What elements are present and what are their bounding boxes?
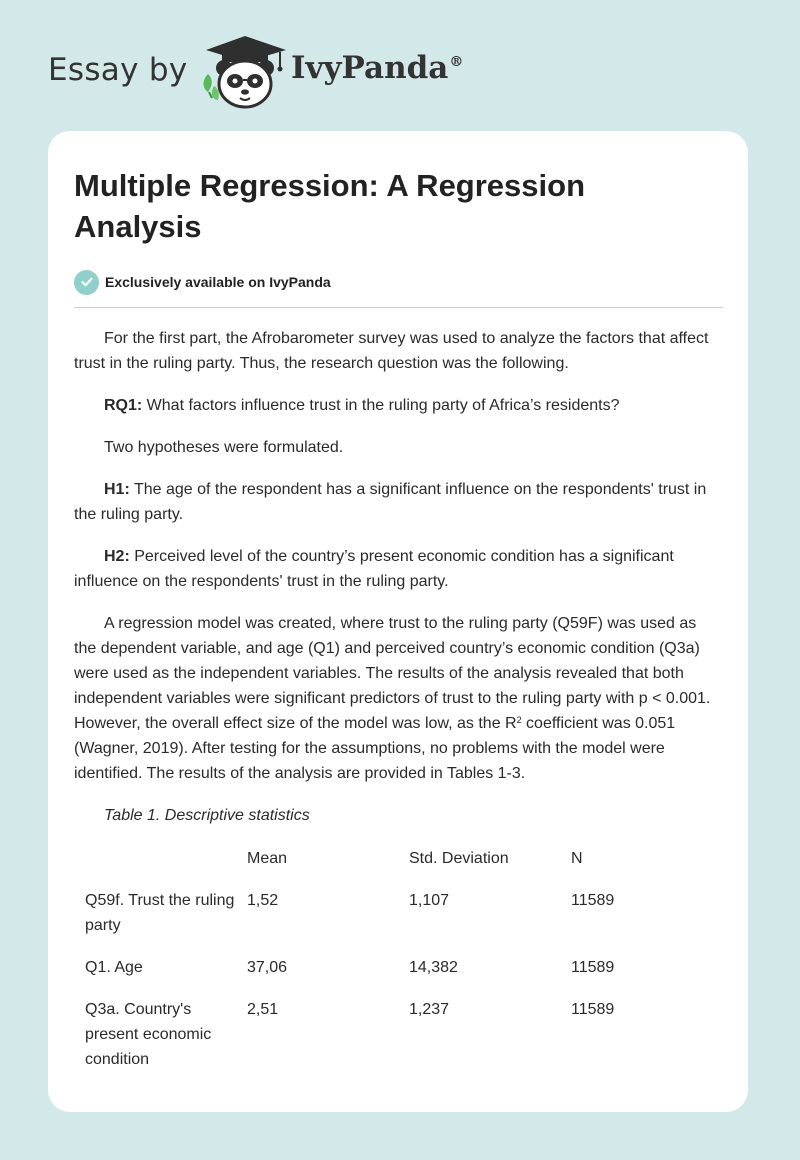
checkmark-circle-icon: [74, 270, 99, 295]
table-row: [76, 888, 691, 955]
table-cell: 37,06: [247, 959, 288, 976]
h1-label: H1:: [104, 481, 130, 498]
table-caption: Table 1. Descriptive statistics: [104, 807, 310, 824]
table-cell: 11589: [571, 959, 615, 976]
h2-label: H2:: [104, 548, 130, 565]
table-cell: 1,237: [409, 1001, 450, 1018]
divider: [74, 307, 723, 308]
page-title: Multiple Regression: A Regression Analysis: [74, 168, 586, 244]
brand-name: IvyPanda®: [291, 50, 464, 86]
brand-prefix: Essay by: [48, 52, 188, 88]
exclusive-badge: [74, 269, 722, 295]
h2-text: Perceived level of the country’s present economic condition has a significant influence on the respondents' trust in the ruling party.: [74, 548, 674, 590]
table-header-cell: [76, 846, 238, 888]
table-cell: Q1. Age: [85, 959, 143, 976]
table-header-cell: Std. Deviation: [409, 850, 509, 867]
hypothesis-1-paragraph: [74, 477, 722, 527]
article-body: [74, 326, 722, 1089]
research-question-paragraph: [74, 393, 722, 418]
table-row: [76, 955, 691, 997]
badge-label: Exclusively available on IvyPanda: [105, 274, 331, 290]
table-cell: 11589: [571, 892, 615, 909]
hypotheses-intro-paragraph: Two hypotheses were formulated.: [104, 439, 344, 456]
table-header-row: [76, 846, 691, 888]
table-cell: 2,51: [247, 1001, 279, 1018]
table-cell: 1,107: [409, 892, 450, 909]
table-header-cell: Mean: [247, 850, 288, 867]
table-header-cell: N: [571, 850, 583, 867]
rq1-text: What factors influence trust in the ruling party of Africa’s residents?: [142, 397, 620, 414]
table-cell: 11589: [571, 1001, 615, 1018]
h1-text: The age of the respondent has a significant influence on the respondents' trust in the ruling party.: [74, 481, 707, 523]
table-cell: 14,382: [409, 959, 458, 976]
r-squared-superscript: 2: [516, 715, 522, 725]
table-cell: 1,52: [247, 892, 279, 909]
registered-mark: ®: [449, 54, 464, 70]
hypothesis-2-paragraph: [74, 544, 722, 594]
table-row: [76, 997, 691, 1089]
table-cell: Q59f. Trust the ruling party: [85, 892, 235, 934]
descriptive-statistics-table: [76, 846, 691, 1089]
article-card: [48, 131, 748, 1112]
regression-model-paragraph: A regression model was created, where trust to the ruling party (Q59F) was used as the dependent variable, and age (Q1) and perceived country’s economic condition (Q3a) were used as the independent variables. The results of the analysis revealed that both independent variables were significant predictors of trust to the ruling party with p < 0.001. However, the overall effect size of the model was low, as the $R^2$ coefficient was 0.051 (Wagner, 2019). After testing for the assumptions, no problems with the model were identified. The results of the analysis are provided in Tables 1-3.: [74, 615, 711, 782]
site-logo[interactable]: [48, 34, 508, 114]
rq1-label: RQ1:: [104, 397, 143, 414]
panda-graduate-icon: [200, 34, 290, 110]
intro-paragraph: For the first part, the Afrobarometer survey was used to analyze the factors that affect trust in the ruling party. Thus, the research question was the following.: [74, 330, 709, 372]
table-cell: Q3a. Country's present economic condition: [85, 1001, 212, 1068]
